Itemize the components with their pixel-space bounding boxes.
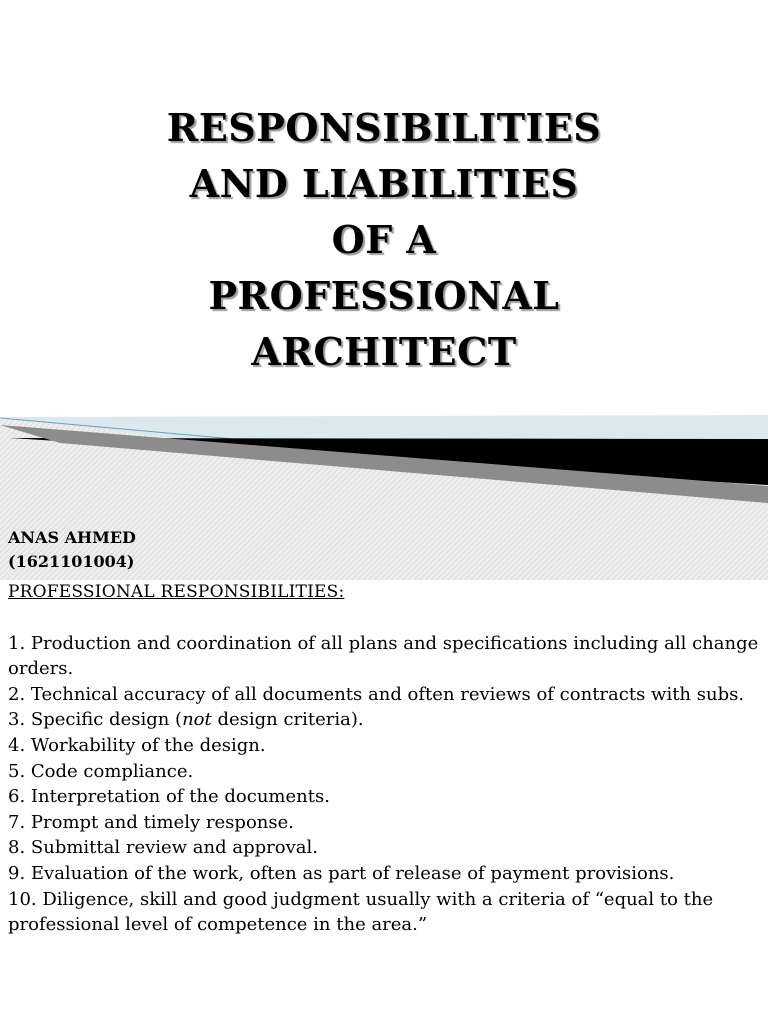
list-item: 9. Evaluation of the work, often as part of release of payment provisions. [8, 862, 675, 884]
list-item: 7. Prompt and timely response. [8, 811, 294, 833]
author-name: ANAS AHMED [8, 528, 136, 547]
author-block [8, 526, 136, 574]
list-item-text: design criteria). [211, 709, 364, 731]
emphasis-text: not [182, 709, 212, 731]
author-id: (1621101004) [8, 552, 135, 571]
slide-title [0, 100, 768, 380]
title-line-5: ARCHITECT [251, 329, 517, 374]
list-item-text: 3. Specific design ( [8, 709, 183, 731]
list-item [8, 707, 760, 733]
title-line-4: PROFESSIONAL [208, 273, 560, 318]
section-heading: PROFESSIONAL RESPONSIBILITIES: [8, 582, 345, 602]
list-item: 10. Diligence, skill and good judgment usually with a criteria of “equal to the professional level of competence in the area.” [8, 888, 714, 936]
list-item: 2. Technical accuracy of all documents and often reviews of contracts with subs. [8, 683, 745, 705]
list-item: 4. Workability of the design. [8, 734, 266, 756]
list-item: 5. Code compliance. [8, 760, 194, 782]
slide-content [8, 580, 760, 938]
title-line-1: RESPONSIBILITIES [166, 105, 602, 150]
title-line-3: OF A [331, 217, 437, 262]
title-line-2: AND LIABILITIES [189, 161, 579, 206]
list-item: 8. Submittal review and approval. [8, 837, 318, 859]
list-item: 6. Interpretation of the documents. [8, 786, 330, 808]
list-item: 1. Production and coordination of all plans and specifications including all change orders. [8, 632, 759, 680]
